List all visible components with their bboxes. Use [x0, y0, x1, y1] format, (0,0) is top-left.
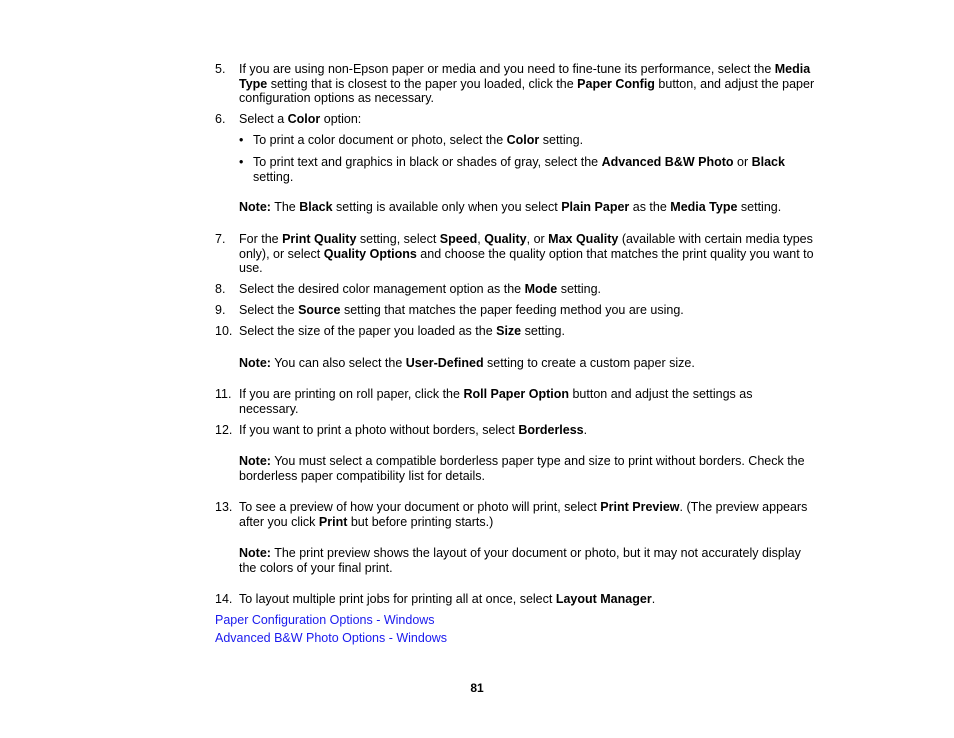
step-text: If you want to print a photo without borders, select Borderless. — [239, 423, 588, 437]
step-number: 8. — [215, 282, 226, 296]
step-text: To see a preview of how your document or photo will print, select Print Preview. (The preview appears after you click Print but before printing starts.) — [239, 500, 808, 529]
note: Note: The print preview shows the layout of your document or photo, but it may not accurately display the colors of your final print. — [239, 546, 801, 575]
step-10 — [215, 324, 815, 339]
note-label: Note: — [239, 200, 271, 214]
bullet-text: To print text and graphics in black or shades of gray, select the Advanced B&W Photo or Black setting. — [253, 155, 785, 184]
step-8 — [215, 282, 815, 297]
step-text: Select the Source setting that matches the paper feeding method you are using. — [239, 303, 684, 317]
bullet-icon: • — [239, 155, 244, 169]
page-number: 81 — [470, 681, 484, 695]
step-13 — [215, 500, 815, 529]
step-number: 7. — [215, 232, 226, 246]
step-9 — [215, 303, 815, 318]
step-text: If you are using non-Epson paper or media and you need to fine-tune its performance, select the Media Type setting that is closest to the paper you loaded, click the Paper Config button, and adjust the paper configuration options as necessary. — [239, 62, 815, 106]
note-label: Note: — [239, 546, 271, 560]
step-text: For the Print Quality setting, select Speed, Quality, or Max Quality (available with certain media types only), or select Quality Options and choose the quality option that matches the print quality you want to use. — [239, 232, 814, 276]
step-text: If you are printing on roll paper, click the Roll Paper Option button and adjust the settings as necessary. — [239, 387, 753, 416]
step-14 — [215, 592, 815, 607]
link-paper-configuration-options[interactable]: Paper Configuration Options - Windows — [215, 613, 435, 627]
step-12 — [215, 423, 815, 438]
step-11 — [215, 387, 815, 416]
note: Note: The Black setting is available only when you select Plain Paper as the Media Type setting. — [239, 200, 782, 214]
step-text: Select the size of the paper you loaded as the Size setting. — [239, 324, 565, 338]
step-number: 6. — [215, 112, 226, 126]
bullet-text: To print a color document or photo, select the Color setting. — [253, 133, 584, 147]
step-5 — [215, 62, 815, 106]
step-7 — [215, 232, 815, 276]
step-number: 14. — [215, 592, 233, 606]
note-label: Note: — [239, 356, 271, 370]
step-number: 5. — [215, 62, 226, 76]
step-number: 11. — [215, 387, 232, 401]
step-number: 9. — [215, 303, 226, 317]
step-number: 12. — [215, 423, 233, 437]
link-advanced-bw-photo-options[interactable]: Advanced B&W Photo Options - Windows — [215, 631, 448, 645]
bullet-item — [239, 133, 819, 148]
note-label: Note: — [239, 454, 271, 468]
bullet-icon: • — [239, 133, 244, 147]
step-number: 10. — [215, 324, 233, 338]
note: Note: You must select a compatible borderless paper type and size to print without borders. Check the borderless paper compatibility list for details. — [239, 454, 805, 483]
bullet-item — [239, 155, 819, 184]
step-text: Select a Color option: — [239, 112, 362, 126]
step-text: To layout multiple print jobs for printing all at once, select Layout Manager. — [239, 592, 656, 606]
step-text: Select the desired color management option as the Mode setting. — [239, 282, 602, 296]
step-6 — [215, 112, 815, 127]
note: Note: You can also select the User-Defined setting to create a custom paper size. — [239, 356, 695, 370]
step-number: 13. — [215, 500, 233, 514]
